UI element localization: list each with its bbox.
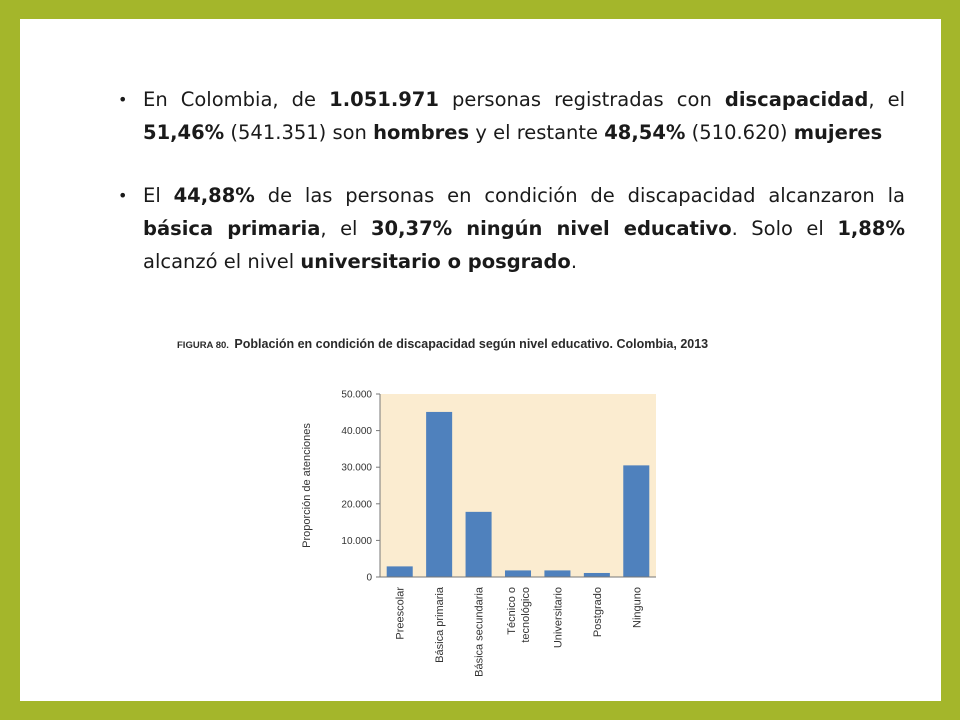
bullet-bold-text: mujeres bbox=[793, 121, 883, 144]
y-axis-label: Proporción de atenciones bbox=[301, 423, 313, 548]
x-tick-label: Técnico o bbox=[506, 587, 518, 635]
y-tick-label: 40.000 bbox=[341, 426, 372, 438]
figure-label: FIGURA 80. bbox=[177, 340, 229, 351]
x-tick-label: Postgrado bbox=[591, 587, 604, 638]
y-tick-label: 30.000 bbox=[341, 462, 372, 474]
education-bar-chart bbox=[270, 369, 680, 699]
bar-t-cnico-o-tecnol-gico bbox=[505, 570, 531, 577]
bullet-bold-text: hombres bbox=[373, 121, 470, 144]
bar-postgrado bbox=[584, 573, 610, 577]
bullet-text: , el bbox=[868, 88, 906, 111]
y-tick-label: 50.000 bbox=[341, 389, 372, 401]
bullet-item bbox=[118, 83, 905, 149]
slide-content bbox=[20, 19, 941, 701]
bullet-bold-text: 48,54% bbox=[604, 121, 686, 144]
bullet-bold-text: universitario o posgrado bbox=[300, 250, 571, 273]
figure-caption bbox=[177, 337, 708, 351]
x-tick-label: Básica primaria bbox=[434, 587, 447, 663]
bullet-text: alcanzó el nivel bbox=[143, 250, 301, 273]
bullet-item bbox=[118, 179, 905, 278]
bullet-bold-text: discapacidad bbox=[724, 88, 869, 111]
y-tick-label: 0 bbox=[366, 572, 372, 584]
x-tick-label: Preescolar bbox=[394, 587, 407, 640]
bullet-dot-icon: • bbox=[118, 90, 128, 109]
bar-ninguno bbox=[623, 465, 649, 577]
y-tick-label: 20.000 bbox=[341, 499, 372, 511]
bar-b-sica-secundaria bbox=[466, 512, 492, 577]
bullet-text: . bbox=[570, 250, 578, 273]
bar-b-sica-primaria bbox=[426, 412, 452, 577]
bullet-text: y el restante bbox=[469, 121, 605, 144]
bullet-text: (541.351) son bbox=[224, 121, 374, 144]
bar-universitario bbox=[544, 570, 570, 577]
bullet-text: El bbox=[143, 184, 174, 207]
bullet-list bbox=[118, 83, 905, 278]
bullet-dot-icon: • bbox=[118, 186, 128, 205]
x-tick-label: Ninguno bbox=[631, 587, 644, 628]
bullet-text: En Colombia, de bbox=[143, 88, 330, 111]
bullet-bold-text: 30,37% ningún nivel educativo bbox=[370, 217, 732, 240]
x-tick-label: tecnológico bbox=[520, 587, 532, 643]
x-tick-label: Básica secundaria bbox=[473, 587, 486, 677]
x-tick-label: Universitario bbox=[552, 587, 565, 649]
bullet-text: , el bbox=[320, 217, 371, 240]
bullet-bold-text: 1.051.971 bbox=[329, 88, 439, 111]
y-tick-label: 10.000 bbox=[341, 535, 372, 547]
bullet-bold-text: básica primaria bbox=[143, 217, 321, 240]
bar-preescolar bbox=[387, 566, 413, 577]
bullet-text: . Solo el bbox=[731, 217, 838, 240]
bullet-bold-text: 1,88% bbox=[837, 217, 905, 240]
bullet-text: personas registradas con bbox=[438, 88, 725, 111]
bullet-bold-text: 51,46% bbox=[143, 121, 225, 144]
plot-area bbox=[380, 394, 656, 577]
bullet-text: (510.620) bbox=[685, 121, 794, 144]
bullet-bold-text: 44,88% bbox=[173, 184, 255, 207]
bullet-text: de las personas en condición de discapacidad alcanzaron la bbox=[254, 184, 906, 207]
figure-title: Población en condición de discapacidad según nivel educativo. Colombia, 2013 bbox=[234, 337, 709, 351]
